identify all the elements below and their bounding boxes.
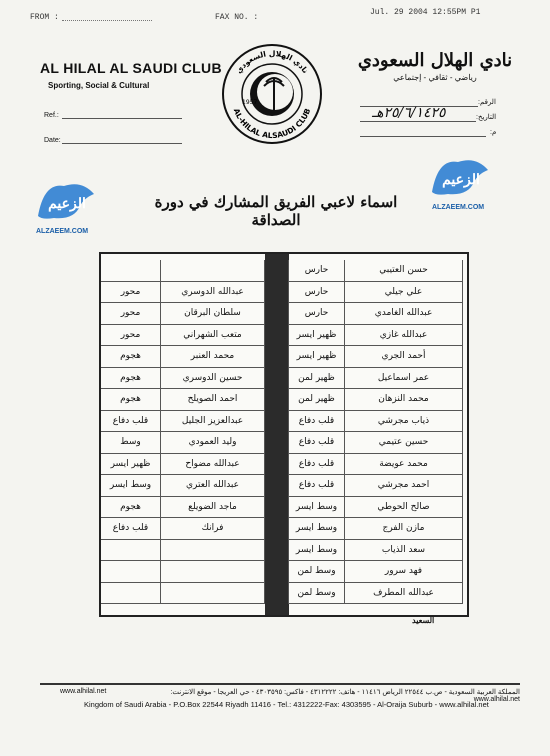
left-position-cell [101,583,161,605]
left-name-cell: عبدالله العتري [161,475,265,497]
left-name-cell: محمد العنبر [161,346,265,368]
table-row [101,260,467,282]
attachment-line [360,136,486,137]
left-position-cell: محور [101,325,161,347]
right-name-cell: فهد سرور [345,561,463,583]
right-name-cell: أحمد الجري [345,346,463,368]
left-blank-cell [265,282,289,304]
right-name-cell: عمر اسماعيل [345,368,463,390]
date-label-arabic: التاريخ: [476,114,497,121]
left-blank-cell [265,454,289,476]
right-position-cell: وسط ايسر [289,518,345,540]
club-name-arabic: نادي الهلال السعودي [357,50,513,71]
left-name-cell: ماجد الضويلع [161,497,265,519]
left-name-cell: سلطان البرقان [161,303,265,325]
fax-from-line [62,20,152,21]
left-blank-cell [265,475,289,497]
left-blank-cell [265,583,289,605]
table-row [101,282,467,304]
left-blank-cell [265,389,289,411]
right-position-cell: وسط ايسر [289,497,345,519]
footer-address-english: Kingdom of Saudi Arabia - P.O.Box 22544 Riyadh 11416 - Tel.: 4312222-Fax: 4303595 - Al-Oraija Suburb - www.alhilal.net [84,700,489,709]
right-name-cell: محمد عويضة [345,454,463,476]
watermark-left-brand: الزعيم [48,196,86,212]
left-name-cell: متعب الشهراني [161,325,265,347]
footer-address-arabic: المملكة العربية السعودية - ص.ب ٢٢٥٤٤ الرياض ١١٤١٦ - هاتف: ٤٣١٢٢٢٢ - فاكس: ٤٣٠٣٥٩٥ - حي العريجا - موقع الانترنت: www.alhilal.net [170,689,520,703]
left-position-cell: محور [101,282,161,304]
date-label: Date: [44,137,61,144]
left-name-cell [161,583,265,605]
left-blank-cell [265,325,289,347]
left-blank-cell [265,303,289,325]
left-position-cell: هجوم [101,497,161,519]
table-row [101,454,467,476]
club-subtitle-english: Sporting, Social & Cultural [48,81,150,90]
left-name-cell [161,260,265,282]
left-name-cell: عبدالله مضواح [161,454,265,476]
left-name-cell: احمد الصويلح [161,389,265,411]
right-name-cell: سعد الذياب [345,540,463,562]
fax-number-label: FAX NO. : [215,13,259,22]
fax-from-label: FROM : [30,13,59,22]
right-name-cell: احمد مجرشي [345,475,463,497]
ref-label: Ref.: [44,112,59,119]
left-name-cell [161,561,265,583]
table-row [101,561,467,583]
right-name-cell: مازن الفرج [345,518,463,540]
watermark-right-brand: الزعيم [442,172,480,188]
left-position-cell: هجوم [101,389,161,411]
left-position-cell [101,561,161,583]
table-row [101,303,467,325]
left-blank-cell [265,346,289,368]
handwritten-date: ٢٥/٦/١٤٢٥هـ [372,105,446,121]
right-position-cell: ظهير ايسر [289,346,345,368]
right-position-cell: قلب دفاع [289,475,345,497]
left-name-cell: عبدالله الدوسري [161,282,265,304]
table-row [101,368,467,390]
table-row [101,432,467,454]
watermark-right-site: ALZAEEM.COM [432,204,485,211]
table-row [101,583,467,605]
left-name-cell: فرانك [161,518,265,540]
right-position-cell: ظهير لمن [289,368,345,390]
left-position-cell: قلب دفاع [101,411,161,433]
right-position-cell: ظهير ايسر [289,325,345,347]
left-blank-cell [265,432,289,454]
logo-arc-top-text: نادي الهلال السعودي [234,48,311,76]
date-arabic-line [360,121,476,122]
table-row [101,389,467,411]
club-subtitle-arabic: رياضي - ثقافي - إجتماعي [393,73,477,82]
right-name-cell: صالح الحوطي [345,497,463,519]
roster-table [99,252,469,617]
right-name-cell: علي جيلي [345,282,463,304]
right-name-cell: عبدالله غازي [345,325,463,347]
left-position-cell: وسط ايسر [101,475,161,497]
alzaeem-watermark-right-icon [428,152,494,202]
table-row [101,540,467,562]
right-position-cell: قلب دفاع [289,454,345,476]
left-blank-cell [265,497,289,519]
left-position-cell: هجوم [101,368,161,390]
logo-arc-bottom-text: AL-HILAL ALSAUDI CLUB [231,107,313,141]
right-name-cell: حسين عتيمي [345,432,463,454]
right-name-cell: عبدالله الغامدي [345,303,463,325]
signature-label: السعيد [412,616,435,625]
alzaeem-watermark-left-icon [34,176,100,226]
left-name-cell: عبدالعزيز الجليل [161,411,265,433]
club-logo-icon [220,42,324,146]
ref-line [62,118,182,119]
right-position-cell: قلب دفاع [289,432,345,454]
left-position-cell: محور [101,303,161,325]
right-position-cell: حارس [289,282,345,304]
table-row [101,518,467,540]
date-line [62,143,182,144]
watermark-left-site: ALZAEEM.COM [36,228,89,235]
left-name-cell: وليد العمودي [161,432,265,454]
right-position-cell: ظهير لمن [289,389,345,411]
table-row [101,411,467,433]
right-position-cell: وسط لمن [289,561,345,583]
left-blank-cell [265,540,289,562]
right-position-cell: وسط ايسر [289,540,345,562]
right-name-cell: عبدالله المطرف [345,583,463,605]
footer-url[interactable]: www.alhilal.net [60,688,107,695]
left-name-cell: حسين الدوسري [161,368,265,390]
table-row [101,346,467,368]
right-position-cell: حارس [289,260,345,282]
left-name-cell [161,540,265,562]
table-row [101,325,467,347]
right-position-cell: وسط لمن [289,583,345,605]
left-position-cell: وسط [101,432,161,454]
left-position-cell: قلب دفاع [101,518,161,540]
club-name-english: AL HILAL AL SAUDI CLUB [40,60,222,76]
fax-timestamp: Jul. 29 2004 12:55PM P1 [370,8,481,17]
left-blank-cell [265,260,289,282]
left-blank-cell [265,561,289,583]
number-label-arabic: الرقم: [478,99,496,106]
right-name-cell: ذياب مجرشي [345,411,463,433]
left-blank-cell [265,518,289,540]
right-position-cell: حارس [289,303,345,325]
document-title: اسماء لاعبي الفريق المشارك في دورة الصداقة [154,193,398,229]
right-name-cell: محمد النزهان [345,389,463,411]
left-position-cell [101,540,161,562]
left-position-cell [101,260,161,282]
attachment-label-arabic: م: [490,129,497,136]
right-position-cell: قلب دفاع [289,411,345,433]
footer-divider [40,683,520,685]
left-position-cell: ظهير ايسر [101,454,161,476]
table-row [101,475,467,497]
left-blank-cell [265,411,289,433]
left-blank-cell [265,368,289,390]
table-row [101,497,467,519]
right-name-cell: حسن العتيبي [345,260,463,282]
logo-year: 1957 [242,99,258,106]
left-position-cell: هجوم [101,346,161,368]
